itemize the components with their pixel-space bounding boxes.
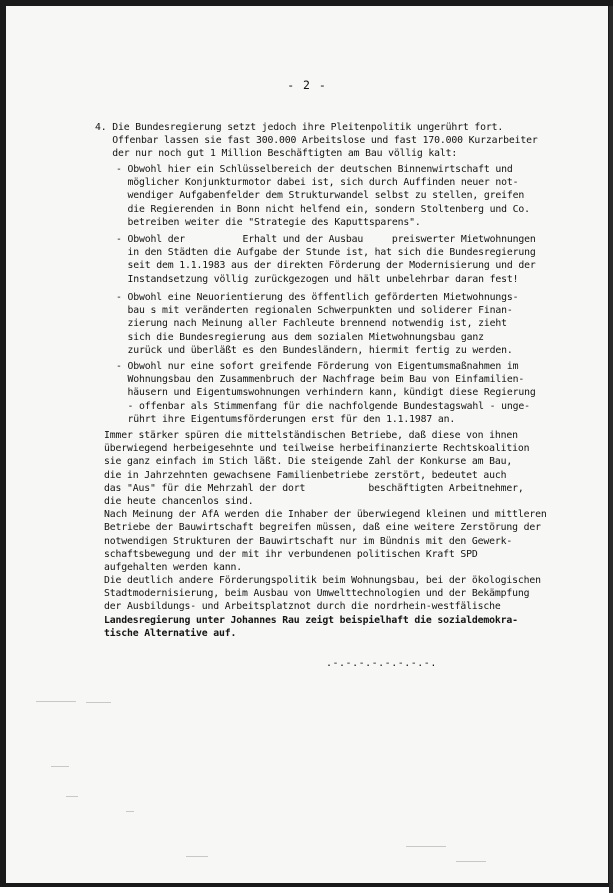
- text-line: die in Jahrzehnten gewachsene Familienbetriebe zerstört, bedeutet auch: [104, 469, 507, 481]
- text-line: der Ausbildungs- und Arbeitsplatznot durch die nordrhein-westfälische: [104, 601, 501, 613]
- text-line: überwiegend herbeigesehnte und teilweise herbeifinanzierte Rechtskoalition: [104, 443, 530, 455]
- text-line: - Obwohl hier ein Schlüsselbereich der deutschen Binnenwirtschaft und: [116, 164, 513, 175]
- text-line: Die deutlich andere Förderungspolitik beim Wohnungsbau, bei der ökologischen: [104, 575, 541, 587]
- text-line: Stadtmodernisierung, beim Ausbau von Umwelttechnologien und der Bekämpfung: [104, 588, 530, 600]
- text-line: Offenbar lassen sie fast 300.000 Arbeitslose und fast 170.000 Kurzarbeiter: [95, 135, 538, 147]
- text-line: sich die Bundesregierung aus dem sozialen Mietwohnungsbau ganz: [116, 331, 484, 343]
- scan-noise: [6, 6, 613, 893]
- text-line: seit dem 1.1.1983 aus der direkten Förderung der Modernisierung und der: [116, 260, 536, 272]
- text-line: das "Aus" für die Mehrzahl der dort beschäftigten Arbeitnehmer,: [104, 482, 524, 494]
- text-line: 4. Die Bundesregierung setzt jedoch ihre Pleitenpolitik ungerührt fort.: [95, 122, 504, 133]
- text-line: zierung nach Meinung aller Fachleute brennend notwendig ist, zieht: [116, 318, 507, 330]
- text-line: tische Alternative auf.: [104, 627, 237, 639]
- text-line: Landesregierung unter Johannes Rau zeigt beispielhaft die sozialdemokra-: [104, 614, 518, 626]
- text-line: die Regierenden in Bonn nicht helfend ein, sondern Stoltenberg und Co.: [116, 203, 530, 215]
- text-line: Wohnungsbau den Zusammenbruch der Nachfrage beim Bau von Einfamilien-: [116, 374, 525, 386]
- page-number: - 2 -: [287, 78, 327, 92]
- text-line: Instandsetzung völlig zurückgezogen und hält unbelehrbar daran fest!: [116, 273, 519, 285]
- text-line: aufgehalten werden kann.: [104, 561, 242, 573]
- text-line: betreiben weiter die "Strategie des Kaputtsparens".: [116, 216, 421, 228]
- text-line: die heute chancenlos sind.: [104, 495, 254, 507]
- text-line: der nur noch gut 1 Million Beschäftigten am Bau völlig kalt:: [95, 148, 458, 160]
- text-line: wendiger Aufgabenfelder dem Strukturwandel selbst zu stellen, greifen: [116, 190, 525, 202]
- text-line: rührt ihre Eigentumsförderungen erst für den 1.1.1987 an.: [116, 413, 456, 425]
- text-line: - Obwohl eine Neuorientierung des öffentlich geförderten Mietwohnungs-: [116, 292, 519, 303]
- text-line: - Obwohl der Erhalt und der Ausbau preiswerter Mietwohnungen: [116, 234, 536, 245]
- end-mark: .-.-.-.-.-.-.-.-.: [326, 658, 437, 669]
- text-line: zurück und überläßt es den Bundesländern, hiermit fertig zu werden.: [116, 344, 513, 356]
- text-line: möglicher Konjunkturmotor dabei ist, sich durch Auffinden neuer not-: [116, 177, 519, 189]
- text-line: häusern und Eigentumswohnungen verhindern kann, kündigt diese Regierung: [116, 387, 536, 399]
- text-line: schaftsbewegung und der mit ihr verbundenen politischen Kraft SPD: [104, 548, 478, 560]
- text-line: Nach Meinung der AfA werden die Inhaber der überwiegend kleinen und mittleren: [104, 509, 547, 521]
- text-line: in den Städten die Aufgabe der Stunde ist, hat sich die Bundesregierung: [116, 247, 536, 259]
- text-line: notwendigen Strukturen der Bauwirtschaft nur im Bündnis mit den Gewerk-: [104, 535, 513, 547]
- text-line: - offenbar als Stimmenfang für die nachfolgende Bundestagswahl - unge-: [116, 400, 530, 412]
- text-line: sie ganz einfach im Stich läßt. Die steigende Zahl der Konkurse am Bau,: [104, 456, 513, 468]
- text-line: Immer stärker spüren die mittelständischen Betriebe, daß diese von ihnen: [104, 430, 518, 441]
- text-line: - Obwohl nur eine sofort greifende Förderung von Eigentumsmaßnahmen im: [116, 361, 519, 372]
- text-line: bau s mit veränderten regionalen Schwerpunkten und soliderer Finan-: [116, 305, 513, 317]
- text-line: Betriebe der Bauwirtschaft begreifen müssen, daß eine weitere Zerstörung der: [104, 522, 541, 534]
